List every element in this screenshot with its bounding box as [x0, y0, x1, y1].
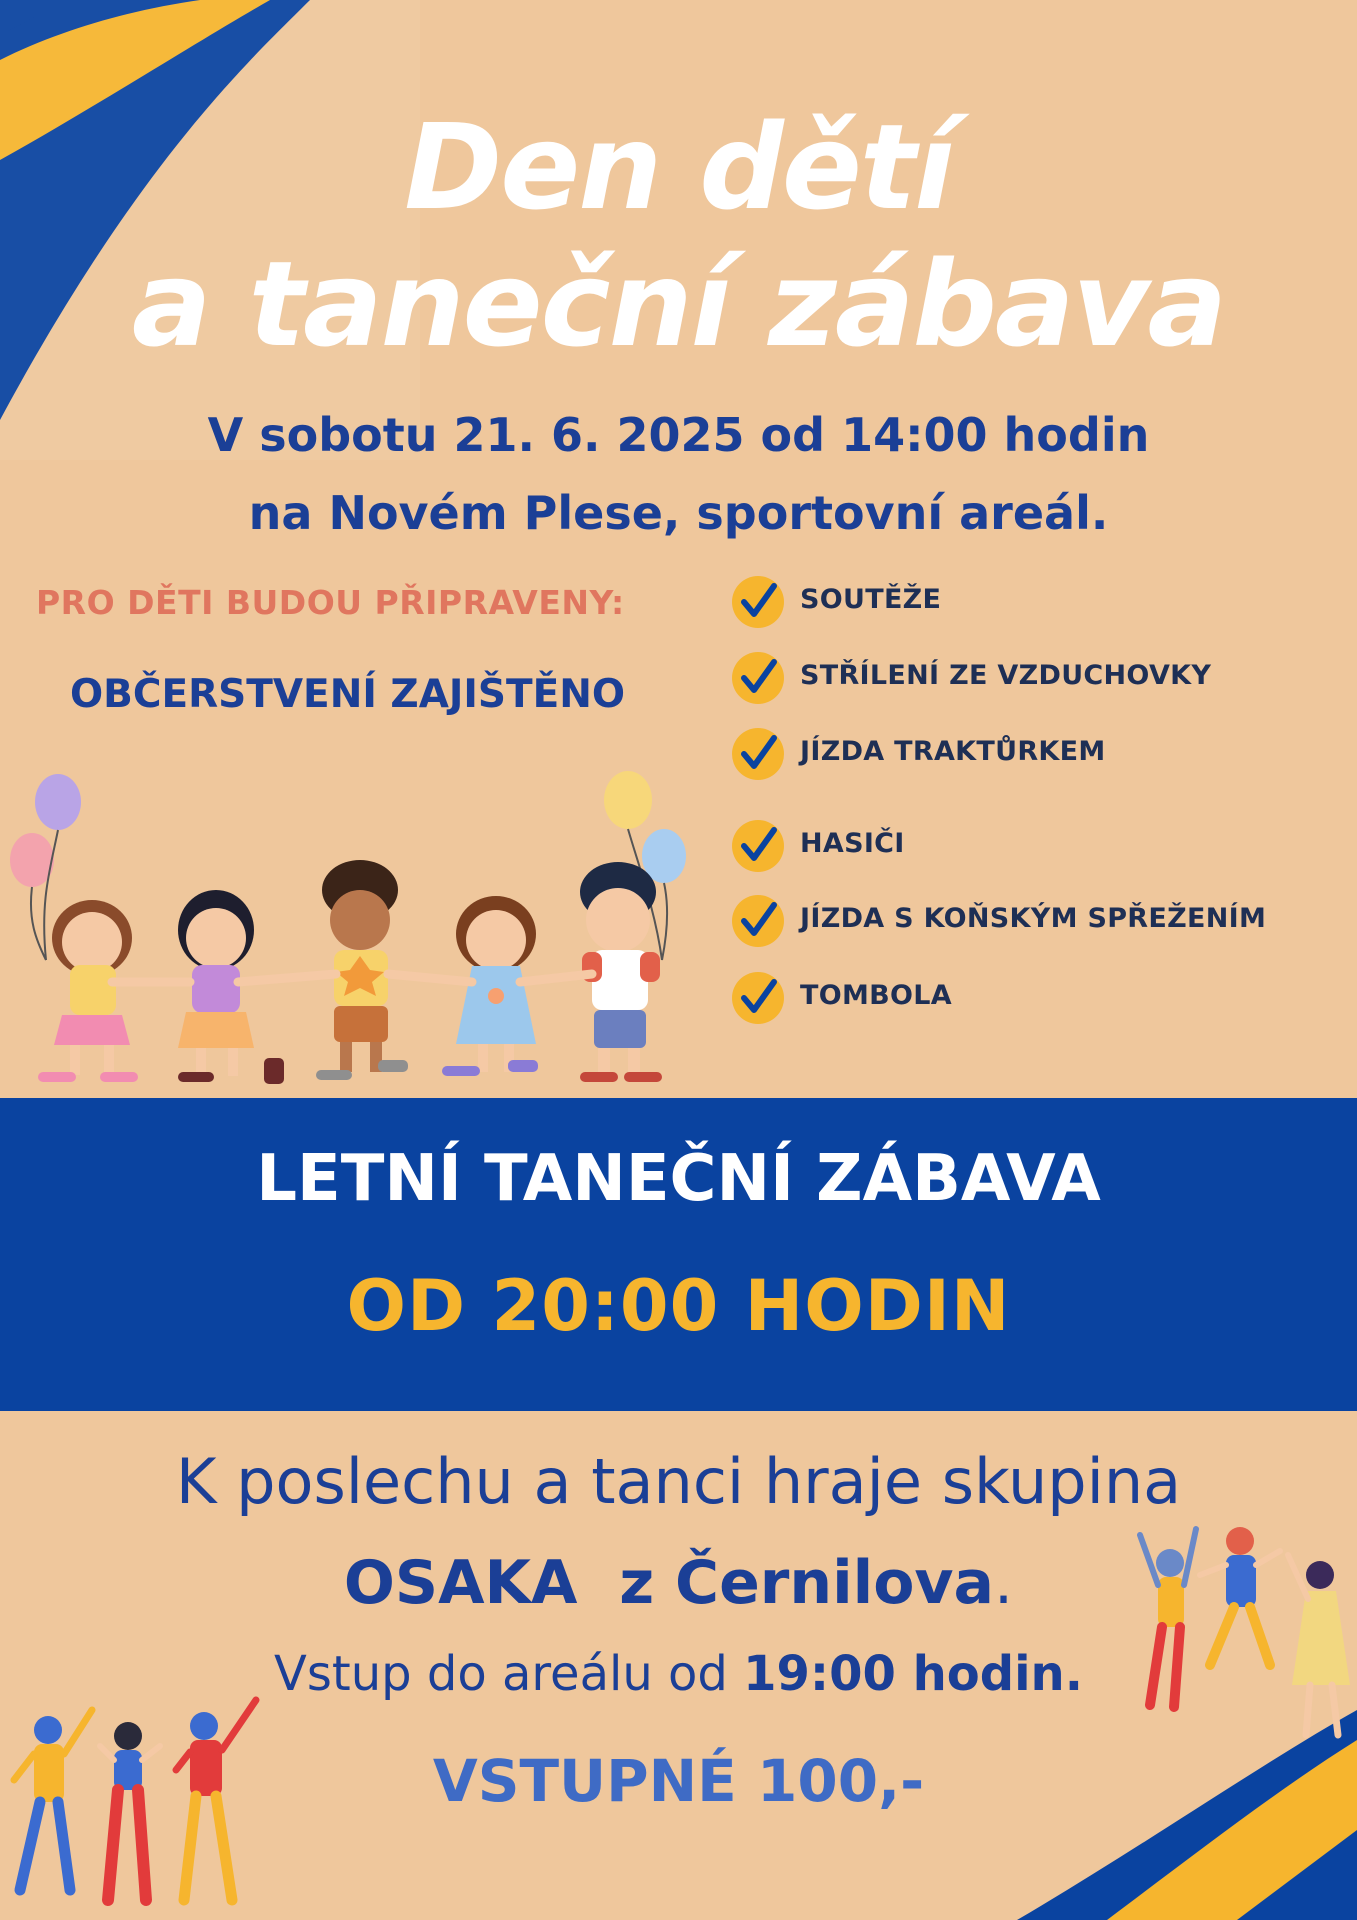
checkmark-icon	[732, 972, 784, 1024]
band-intro-text: K poslechu a tanci hraje skupina	[175, 1445, 1182, 1518]
entry-prefix: Vstup do areálu od	[274, 1646, 744, 1702]
dancers-illustration	[0, 1690, 270, 1920]
refreshments-notice: OBČERSTVENÍ ZAJIŠTĚNO	[70, 672, 626, 717]
activity-label: HASIČI	[800, 828, 905, 859]
activity-label: STŘÍLENÍ ZE VZDUCHOVKY	[800, 660, 1212, 691]
checkmark-icon	[732, 652, 784, 704]
activity-label: SOUTĚŽE	[800, 584, 942, 615]
dancers-illustration	[1130, 1515, 1357, 1765]
checkmark-icon	[732, 576, 784, 628]
activity-label: JÍZDA TRAKTŮRKEM	[800, 736, 1106, 767]
dance-time: OD 20:00 HODIN	[346, 1265, 1011, 1347]
dance-title: LETNÍ TANEČNÍ ZÁBAVA	[256, 1142, 1101, 1216]
date-time-line: V sobotu 21. 6. 2025 od 14:00 hodin	[207, 408, 1150, 462]
band-name-suffix: .	[994, 1548, 1014, 1618]
top-left-swoosh-decoration	[0, 0, 420, 460]
checkmark-icon	[732, 895, 784, 947]
activity-label: JÍZDA S KOŇSKÝM SPŘEŽENÍM	[800, 903, 1267, 934]
band-name: OSAKA z Černilova	[343, 1548, 995, 1618]
admission-price: VSTUPNÉ 100,-	[432, 1747, 925, 1815]
title-line-2: a taneční zábava	[131, 235, 1226, 373]
checkmark-icon	[732, 820, 784, 872]
entry-time: 19:00 hodin.	[743, 1646, 1083, 1702]
children-with-balloons-illustration	[0, 760, 700, 1095]
title-line-1: Den dětí	[404, 98, 953, 236]
checkmark-icon	[732, 728, 784, 780]
prepared-for-kids-label: PRO DĚTI BUDOU PŘIPRAVENY:	[36, 583, 625, 622]
activity-label: TOMBOLA	[800, 980, 952, 1011]
venue-line: na Novém Plese, sportovní areál.	[248, 486, 1109, 540]
